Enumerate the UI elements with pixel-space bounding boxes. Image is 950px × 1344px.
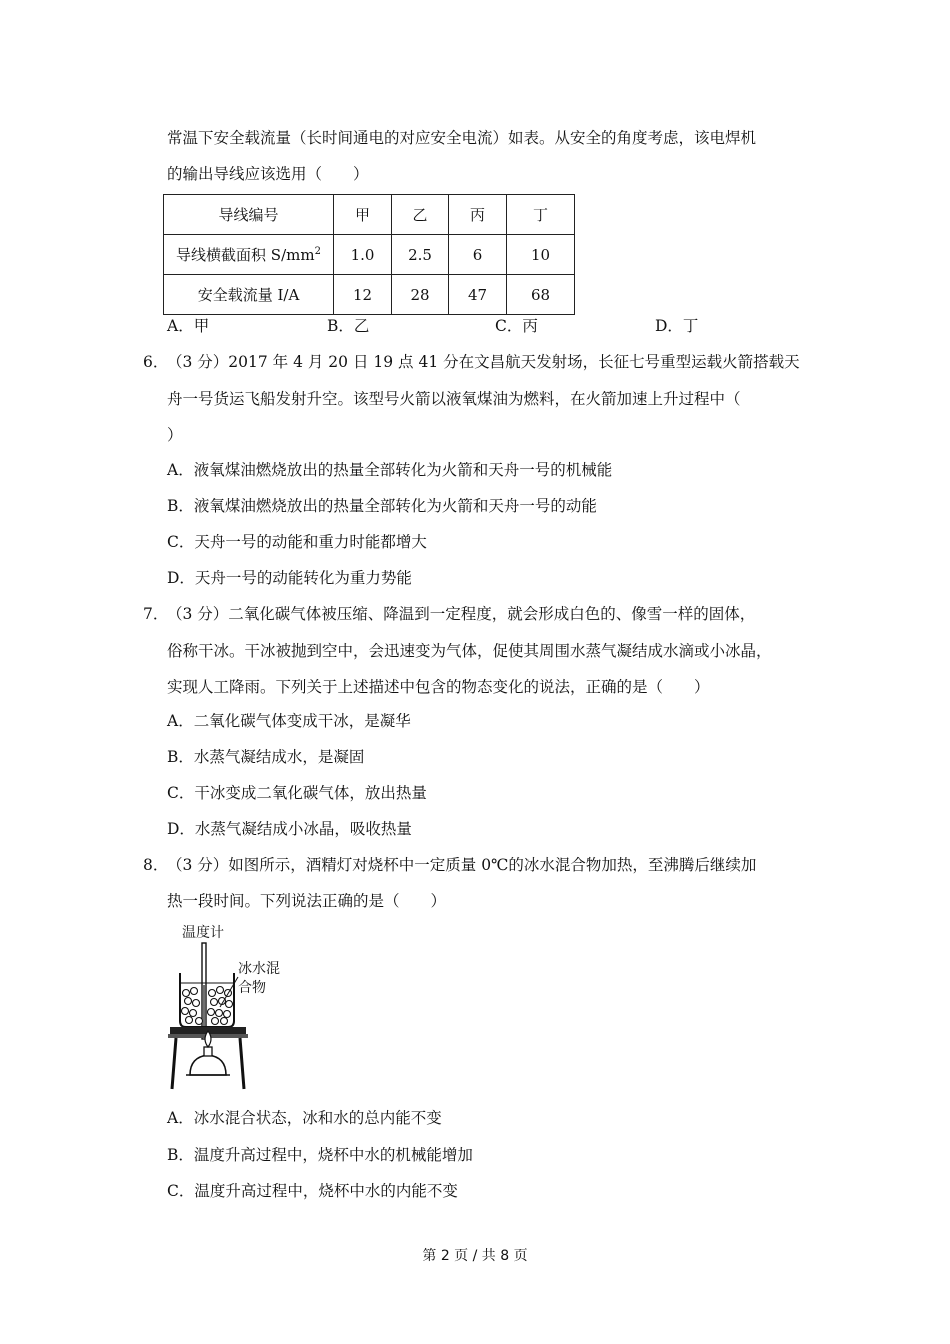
page-footer: 第 2 页 / 共 8 页 <box>422 1248 528 1264</box>
q6-option-a: A．液氧煤油燃烧放出的热量全部转化为火箭和天舟一号的机械能 <box>167 461 613 479</box>
table-cell: 2.5 <box>392 235 449 275</box>
table-cell: 1.0 <box>334 235 392 275</box>
wire-spec-table <box>163 194 575 315</box>
table-cell <box>164 235 334 275</box>
thermometer-label: 温度计 <box>182 925 224 941</box>
table-row <box>164 235 575 275</box>
superscript: 2 <box>314 246 321 257</box>
q7-stem-line-2: 俗称干冰。干冰被抛到空中，会迅速变为气体，促使其周围水蒸气凝结成水滴或小冰晶， <box>167 642 772 660</box>
q8-option-a: A．冰水混合状态，冰和水的总内能不变 <box>167 1109 442 1127</box>
q7-stem-line-1: （3 分）二氧化碳气体被压缩、降温到一定程度，就会形成白色的、像雪一样的固体， <box>167 605 756 623</box>
q6-option-c: C．天舟一号的动能和重力时能都增大 <box>167 533 427 551</box>
table-cell: 6 <box>449 235 507 275</box>
q7-option-d: D．水蒸气凝结成小冰晶，吸收热量 <box>167 820 412 838</box>
q7-stem-line-3: 实现人工降雨。下列关于上述描述中包含的物态变化的说法，正确的是（ ） <box>167 678 710 696</box>
q6-stem-line-1: （3 分）2017 年 4 月 20 日 19 点 41 分在文昌航天发射场，长征七号重型运载火箭搭载天 <box>167 353 800 371</box>
q6-stem-line-2: 舟一号货运飞船发射升空。该型号火箭以液氧煤油为燃料，在火箭加速上升过程中（ <box>167 390 741 408</box>
q8-option-b: B．温度升高过程中，烧杯中水的机械能增加 <box>167 1146 473 1164</box>
ice-water-mixture <box>182 987 233 1025</box>
q5-option-a: A．甲 <box>167 317 210 335</box>
table-cell: 28 <box>392 275 449 315</box>
q7-number: 7． <box>143 605 169 623</box>
flame-icon <box>205 1031 211 1047</box>
table-cell: 12 <box>334 275 392 315</box>
table-cell: 安全载流量 I/A <box>164 275 334 315</box>
table-row <box>164 195 575 235</box>
table-cell: 47 <box>449 275 507 315</box>
table-cell: 68 <box>507 275 575 315</box>
q8-stem-line-1: （3 分）如图所示，酒精灯对烧杯中一定质量 0℃的冰水混合物加热，至沸腾后继续加 <box>167 856 757 874</box>
table-cell: 导线编号 <box>164 195 334 235</box>
q6-number: 6． <box>143 353 169 371</box>
q5-stem-line-1: 常温下安全载流量（长时间通电的对应安全电流）如表。从安全的角度考虑，该电焊机 <box>167 129 757 147</box>
table-cell: 丁 <box>507 195 575 235</box>
beaker-heating-figure <box>168 925 298 1093</box>
q5-stem-line-2: 的输出导线应该选用（ ） <box>167 165 369 183</box>
alcohol-lamp <box>190 1055 226 1075</box>
q7-option-b: B．水蒸气凝结成水，是凝固 <box>167 748 365 766</box>
table-cell: 甲 <box>334 195 392 235</box>
q5-option-b: B．乙 <box>327 317 370 335</box>
q8-number: 8． <box>143 856 169 874</box>
mixture-label-line-1: 冰水混 <box>238 961 280 977</box>
table-cell: 丙 <box>449 195 507 235</box>
q8-stem-line-2: 热一段时间。下列说法正确的是（ ） <box>167 892 447 910</box>
q7-option-a: A．二氧化碳气体变成干冰，是凝华 <box>167 712 411 730</box>
q6-option-d: D．天舟一号的动能转化为重力势能 <box>167 569 412 587</box>
q6-stem-line-3: ） <box>167 426 183 444</box>
mixture-label-line-2: 合物 <box>238 980 266 996</box>
q8-option-c: C．温度升高过程中，烧杯中水的内能不变 <box>167 1182 458 1200</box>
beaker-apparatus-illustration <box>168 925 298 1093</box>
table-cell: 10 <box>507 235 575 275</box>
q5-option-c: C．丙 <box>495 317 538 335</box>
q5-option-d: D．丁 <box>655 317 699 335</box>
table-row <box>164 275 575 315</box>
table-cell: 乙 <box>392 195 449 235</box>
row-label: 导线横截面积 S/mm <box>176 246 315 264</box>
q7-option-c: C．干冰变成二氧化碳气体，放出热量 <box>167 784 427 802</box>
q6-option-b: B．液氧煤油燃烧放出的热量全部转化为火箭和天舟一号的动能 <box>167 497 597 515</box>
